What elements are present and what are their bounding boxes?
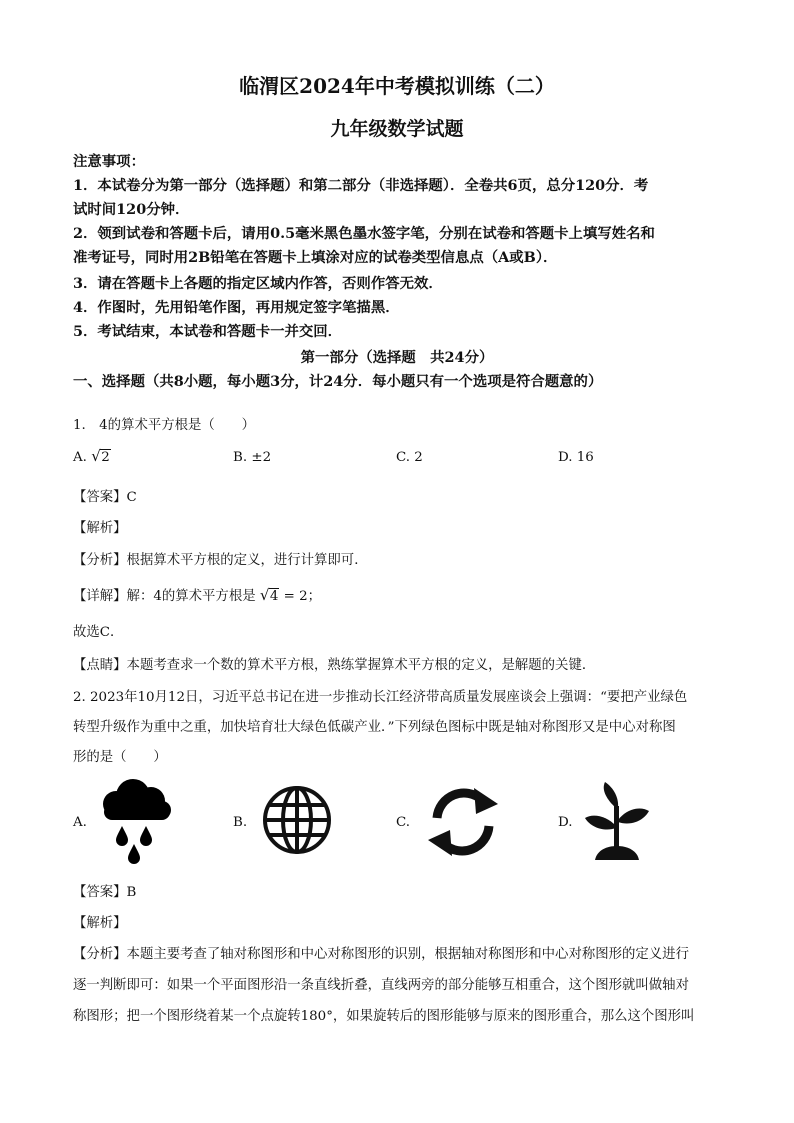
sqrt-symbol: √ 2 bbox=[91, 447, 110, 465]
notice-line-6: 4．作图时，先用铅笔作图，再用规定签字笔描黑． bbox=[73, 299, 400, 316]
q2-fenxi-line-2: 逐一判断即可：如果一个平面图形沿一条直线折叠，直线两旁的部分能够互相重合，这个图形就叫做轴对 bbox=[73, 978, 689, 993]
q2-option-b: B. bbox=[233, 815, 248, 830]
q2-option-d: D. bbox=[558, 815, 573, 830]
notice-line-4: 准考证号，同时用2B铅笔在答题卡上填涂对应的试卷类型信息点（A或B）． bbox=[73, 249, 558, 266]
q1-detail-prefix: 【详解】解：4的算术平方根是 bbox=[73, 589, 256, 604]
exam-title: 临渭区2024年中考模拟训练（二） bbox=[239, 74, 555, 98]
q2-fenxi-line-3: 称图形；把一个图形绕着某一个点旋转180°，如果旋转后的图形能够与原来的图形重合，那么这个图形叫 bbox=[73, 1009, 695, 1024]
notice-line-2: 试时间120分钟． bbox=[73, 201, 190, 218]
sprout-icon bbox=[583, 780, 651, 862]
q1-fenxi: 【分析】根据算术平方根的定义，进行计算即可． bbox=[73, 553, 368, 568]
part1-heading: 第一部分（选择题 共24分） bbox=[300, 349, 494, 366]
q1-option-d: D. 16 bbox=[558, 450, 594, 465]
sqrt-symbol: √ 4 bbox=[259, 586, 279, 604]
exam-subtitle: 九年级数学试题 bbox=[330, 118, 464, 140]
q1-option-a-radicand: 2 bbox=[101, 450, 110, 465]
section-heading: 一、选择题（共8小题，每小题3分，计24分．每小题只有一个选项是符合题意的） bbox=[73, 373, 603, 390]
q1-detail-radicand: 4 bbox=[269, 589, 279, 604]
q1-comment: 【点睛】本题考查求一个数的算术平方根，熟练掌握算术平方根的定义，是解题的关键． bbox=[73, 658, 596, 673]
notice-line-1: 1．本试卷分为第一部分（选择题）和第二部分（非选择题）．全卷共6页，总分120分．考 bbox=[73, 177, 649, 194]
q2-analysis-label: 【解析】 bbox=[73, 916, 127, 931]
q1-option-a bbox=[73, 447, 111, 465]
q1-option-b: B. ±2 bbox=[233, 450, 272, 465]
q1-conclusion: 故选C． bbox=[73, 625, 124, 640]
notice-line-7: 5．考试结束，本试卷和答题卡一并交回． bbox=[73, 323, 343, 340]
q2-option-a: A. bbox=[73, 815, 87, 830]
q2-fenxi-line-1: 【分析】本题主要考查了轴对称图形和中心对称图形的识别，根据轴对称图形和中心对称图形的定义进行 bbox=[73, 947, 689, 962]
q2-answer: 【答案】B bbox=[73, 885, 137, 900]
q2-stem-line-1: 2. 2023年10月12日，习近平总书记在进一步推动长江经济带高质量发展座谈会上强调：“要把产业绿色 bbox=[73, 690, 688, 705]
q2-stem-line-2: 转型升级作为重中之重，加快培育壮大绿色低碳产业．”下列绿色图标中既是轴对称图形又是中心对称图 bbox=[73, 720, 676, 735]
rain-cloud-icon bbox=[96, 776, 174, 868]
q1-detail bbox=[73, 585, 723, 604]
notice-heading: 注意事项： bbox=[73, 153, 145, 170]
notice-line-5: 3．请在答题卡上各题的指定区域内作答，否则作答无效． bbox=[73, 275, 443, 292]
q2-option-c: C. bbox=[396, 815, 411, 830]
q1-stem: 1. 4的算术平方根是（ ） bbox=[73, 418, 255, 433]
q1-answer: 【答案】C bbox=[73, 490, 137, 505]
recycle-arrows-icon bbox=[420, 784, 506, 860]
q2-stem-line-3: 形的是（ ） bbox=[73, 750, 167, 765]
q1-option-a-label: A. bbox=[73, 450, 87, 465]
q1-analysis-label: 【解析】 bbox=[73, 521, 127, 536]
globe-icon bbox=[261, 784, 333, 856]
notice-line-3: 2．领到试卷和答题卡后，请用0.5毫米黑色墨水签字笔，分别在试卷和答题卡上填写姓名和 bbox=[73, 225, 655, 242]
q1-detail-suffix: = 2； bbox=[283, 589, 322, 604]
q1-option-c: C. 2 bbox=[396, 450, 423, 465]
